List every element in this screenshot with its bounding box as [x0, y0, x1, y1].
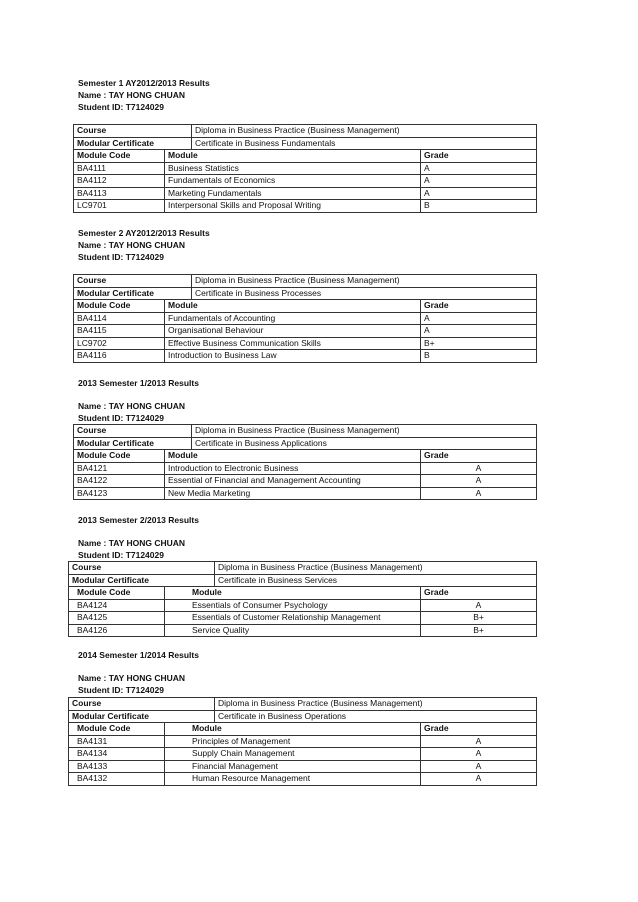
- module-name: Fundamentals of Accounting: [165, 312, 421, 325]
- module-name: New Media Marketing: [165, 487, 421, 500]
- course-label: Course: [74, 275, 192, 288]
- course-label: Course: [74, 425, 192, 438]
- module-name: Organisational Behaviour: [165, 325, 421, 338]
- module-name: Fundamentals of Economics: [165, 175, 421, 188]
- course-row: [69, 698, 537, 711]
- module-name: Human Resource Management: [165, 773, 421, 786]
- results-table: [73, 124, 537, 213]
- course-label: Course: [74, 125, 192, 138]
- table-row: [74, 312, 537, 325]
- module-name: Service Quality: [165, 624, 421, 637]
- module-name: Introduction to Business Law: [165, 350, 421, 363]
- section-title: Semester 2 AY2012/2013 Results: [78, 228, 210, 238]
- module-code: BA4125: [69, 612, 165, 625]
- modular-row: [74, 287, 537, 300]
- module-code: BA4122: [74, 475, 165, 488]
- section-title: Semester 1 AY2012/2013 Results: [78, 78, 210, 88]
- module-name: Essentials of Customer Relationship Management: [165, 612, 421, 625]
- course-value: Diploma in Business Practice (Business Management): [192, 275, 537, 288]
- modular-label: Modular Certificate: [69, 574, 215, 587]
- table-row: [74, 350, 537, 363]
- module-code: BA4134: [69, 748, 165, 761]
- column-header-row: [74, 450, 537, 463]
- course-value: Diploma in Business Practice (Business Management): [192, 125, 537, 138]
- student-id: Student ID: T7124029: [78, 685, 164, 695]
- student-name: Name : TAY HONG CHUAN: [78, 240, 186, 250]
- student-name: Name : TAY HONG CHUAN: [78, 673, 186, 683]
- module-grade: A: [421, 475, 537, 488]
- modular-row: [69, 574, 537, 587]
- results-table: [73, 424, 537, 500]
- col-header-code: Module Code: [69, 587, 165, 600]
- student-id: Student ID: T7124029: [78, 102, 164, 112]
- table-row: [69, 624, 537, 637]
- module-name: Interpersonal Skills and Proposal Writing: [165, 200, 421, 213]
- table-row: [69, 760, 537, 773]
- course-value: Diploma in Business Practice (Business Management): [215, 562, 537, 575]
- modular-value: Certificate in Business Applications: [192, 437, 537, 450]
- module-grade: A: [421, 487, 537, 500]
- col-header-code: Module Code: [74, 450, 165, 463]
- col-header-grade: Grade: [421, 723, 537, 736]
- course-label: Course: [69, 698, 215, 711]
- module-name: Financial Management: [165, 760, 421, 773]
- module-name: Introduction to Electronic Business: [165, 462, 421, 475]
- col-header-module: Module: [165, 587, 421, 600]
- col-header-code: Module Code: [74, 300, 165, 313]
- course-row: [74, 275, 537, 288]
- column-header-row: [69, 587, 537, 600]
- student-name: Name : TAY HONG CHUAN: [78, 538, 186, 548]
- course-value: Diploma in Business Practice (Business Management): [192, 425, 537, 438]
- module-code: BA4112: [74, 175, 165, 188]
- student-id: Student ID: T7124029: [78, 413, 164, 423]
- col-header-code: Module Code: [74, 150, 165, 163]
- col-header-grade: Grade: [421, 587, 537, 600]
- module-code: LC9701: [74, 200, 165, 213]
- col-header-module: Module: [165, 450, 421, 463]
- module-code: BA4115: [74, 325, 165, 338]
- module-code: BA4111: [74, 162, 165, 175]
- section-title: 2013 Semester 2/2013 Results: [78, 515, 199, 525]
- module-code: BA4132: [69, 773, 165, 786]
- table-row: [74, 337, 537, 350]
- module-grade: A: [421, 748, 537, 761]
- modular-label: Modular Certificate: [69, 710, 215, 723]
- col-header-grade: Grade: [421, 300, 537, 313]
- module-grade: B: [421, 200, 537, 213]
- modular-value: Certificate in Business Services: [215, 574, 537, 587]
- modular-label: Modular Certificate: [74, 437, 192, 450]
- table-row: [74, 175, 537, 188]
- module-grade: A: [421, 175, 537, 188]
- col-header-grade: Grade: [421, 150, 537, 163]
- module-grade: A: [421, 462, 537, 475]
- modular-value: Certificate in Business Fundamentals: [192, 137, 537, 150]
- module-code: BA4116: [74, 350, 165, 363]
- results-table: [73, 274, 537, 363]
- module-name: Essential of Financial and Management Accounting: [165, 475, 421, 488]
- section-title: 2013 Semester 1/2013 Results: [78, 378, 199, 388]
- module-grade: B: [421, 350, 537, 363]
- module-code: BA4113: [74, 187, 165, 200]
- student-id: Student ID: T7124029: [78, 252, 164, 262]
- table-row: [69, 612, 537, 625]
- module-code: BA4124: [69, 599, 165, 612]
- results-table: [68, 697, 537, 786]
- col-header-module: Module: [165, 150, 421, 163]
- student-name: Name : TAY HONG CHUAN: [78, 90, 186, 100]
- modular-row: [74, 137, 537, 150]
- modular-value: Certificate in Business Operations: [215, 710, 537, 723]
- module-grade: A: [421, 312, 537, 325]
- column-header-row: [74, 300, 537, 313]
- module-name: Effective Business Communication Skills: [165, 337, 421, 350]
- column-header-row: [74, 150, 537, 163]
- table-row: [74, 475, 537, 488]
- table-row: [69, 735, 537, 748]
- student-name: Name : TAY HONG CHUAN: [78, 401, 186, 411]
- table-row: [74, 200, 537, 213]
- module-grade: B+: [421, 612, 537, 625]
- module-grade: A: [421, 735, 537, 748]
- modular-label: Modular Certificate: [74, 137, 192, 150]
- results-table: [68, 561, 537, 637]
- module-grade: A: [421, 187, 537, 200]
- course-value: Diploma in Business Practice (Business Management): [215, 698, 537, 711]
- module-grade: B+: [421, 337, 537, 350]
- table-row: [69, 748, 537, 761]
- module-grade: A: [421, 773, 537, 786]
- table-row: [69, 599, 537, 612]
- col-header-code: Module Code: [69, 723, 165, 736]
- module-code: BA4131: [69, 735, 165, 748]
- student-id: Student ID: T7124029: [78, 550, 164, 560]
- course-row: [74, 125, 537, 138]
- modular-row: [69, 710, 537, 723]
- course-row: [74, 425, 537, 438]
- column-header-row: [69, 723, 537, 736]
- module-name: Marketing Fundamentals: [165, 187, 421, 200]
- module-code: LC9702: [74, 337, 165, 350]
- col-header-module: Module: [165, 300, 421, 313]
- module-code: BA4123: [74, 487, 165, 500]
- table-row: [74, 187, 537, 200]
- table-row: [74, 462, 537, 475]
- module-code: BA4133: [69, 760, 165, 773]
- module-grade: A: [421, 599, 537, 612]
- module-name: Principles of Management: [165, 735, 421, 748]
- section-title: 2014 Semester 1/2014 Results: [78, 650, 199, 660]
- module-code: BA4126: [69, 624, 165, 637]
- module-name: Business Statistics: [165, 162, 421, 175]
- modular-row: [74, 437, 537, 450]
- table-row: [74, 162, 537, 175]
- course-label: Course: [69, 562, 215, 575]
- module-code: BA4114: [74, 312, 165, 325]
- modular-value: Certificate in Business Processes: [192, 287, 537, 300]
- table-row: [74, 325, 537, 338]
- module-name: Supply Chain Management: [165, 748, 421, 761]
- module-name: Essentials of Consumer Psychology: [165, 599, 421, 612]
- col-header-grade: Grade: [421, 450, 537, 463]
- table-row: [74, 487, 537, 500]
- col-header-module: Module: [165, 723, 421, 736]
- modular-label: Modular Certificate: [74, 287, 192, 300]
- module-grade: A: [421, 760, 537, 773]
- module-grade: A: [421, 325, 537, 338]
- module-code: BA4121: [74, 462, 165, 475]
- module-grade: A: [421, 162, 537, 175]
- table-row: [69, 773, 537, 786]
- module-grade: B+: [421, 624, 537, 637]
- course-row: [69, 562, 537, 575]
